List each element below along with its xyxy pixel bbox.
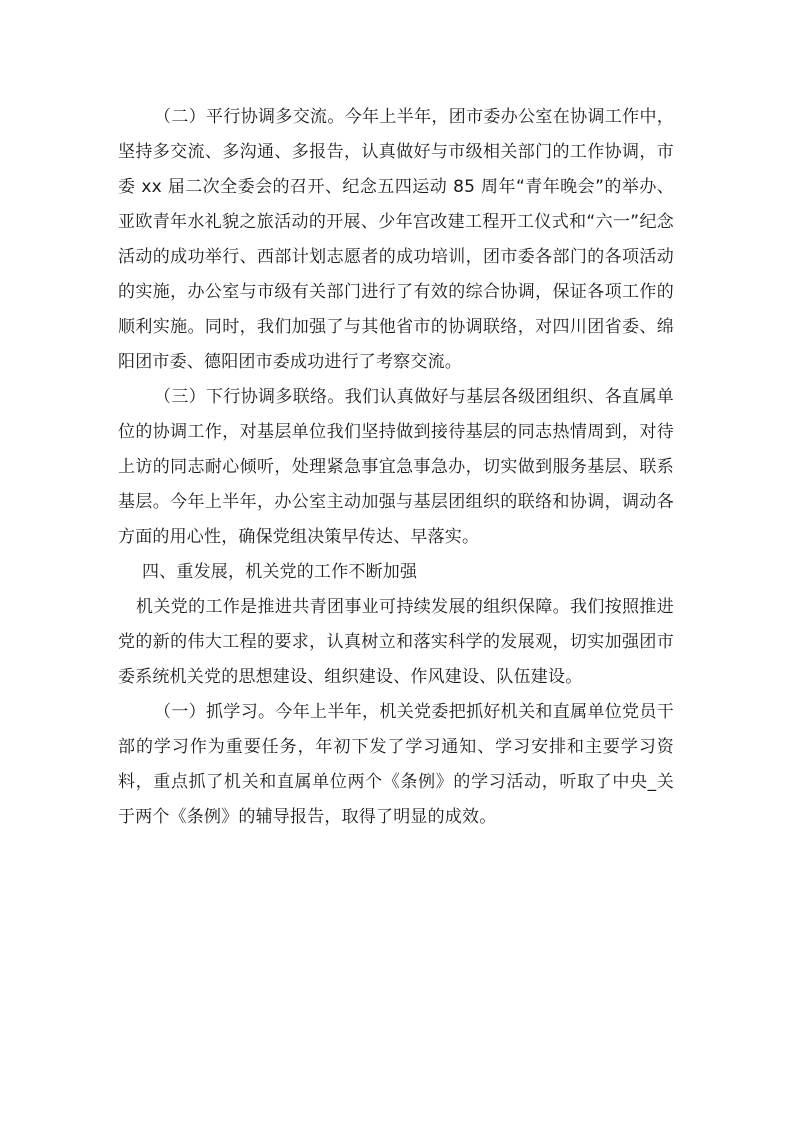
section-heading-party-work: 四、重发展，机关党的工作不断加强 — [142, 562, 418, 582]
paragraph-study: （一）抓学习。今年上半年，机关党委把抓好机关和直属单位党员干部的学习作为重要任务，年初下发了学习通知、学习安排和主要学习资料，重点抓了机关和直属单位两个《条例》的学习活动，听取了中央_关于两个《条例》的辅导报告，取得了明显的成效。 — [118, 702, 674, 827]
paragraph-horizontal-coordination: （二）平行协调多交流。今年上半年，团市委办公室在协调工作中，坚持多交流、多沟通、多报告，认真做好与市级相关部门的工作协调，市委 xx 届二次全委会的召开、纪念五四运动 85 周年“青年晚会”的举办、亚欧青年水礼貌之旅活动的开展、少年宫改建工程开工仪式和“六一”纪念活动的成功举行、西部计划志愿者的成功培训，团市委各部门的各项活动的实施，办公室与市级有关部门进行了有效的综合协调，保证各项工作的顺利实施。同时，我们加强了与其他省市的协调联络，对四川团省委、绵阳团市委、德阳团市委成功进行了考察交流。 — [118, 107, 674, 372]
document-body — [118, 100, 674, 835]
paragraph-party-work-intro: 机关党的工作是推进共青团事业可持续发展的组织保障。我们按照推进党的新的伟大工程的要求，认真树立和落实科学的发展观，切实加强团市委系统机关党的思想建设、组织建设、作风建设、队伍建设。 — [118, 597, 674, 687]
paragraph-downward-coordination: （三）下行协调多联络。我们认真做好与基层各级团组织、各直属单位的协调工作，对基层单位我们坚持做到接待基层的同志热情周到，对待上访的同志耐心倾听，处理紧急事宜急事急办，切实做到服务基层、联系基层。今年上半年，办公室主动加强与基层团组织的联络和协调，调动各方面的用心性，确保党组决策早传达、早落实。 — [118, 387, 674, 547]
